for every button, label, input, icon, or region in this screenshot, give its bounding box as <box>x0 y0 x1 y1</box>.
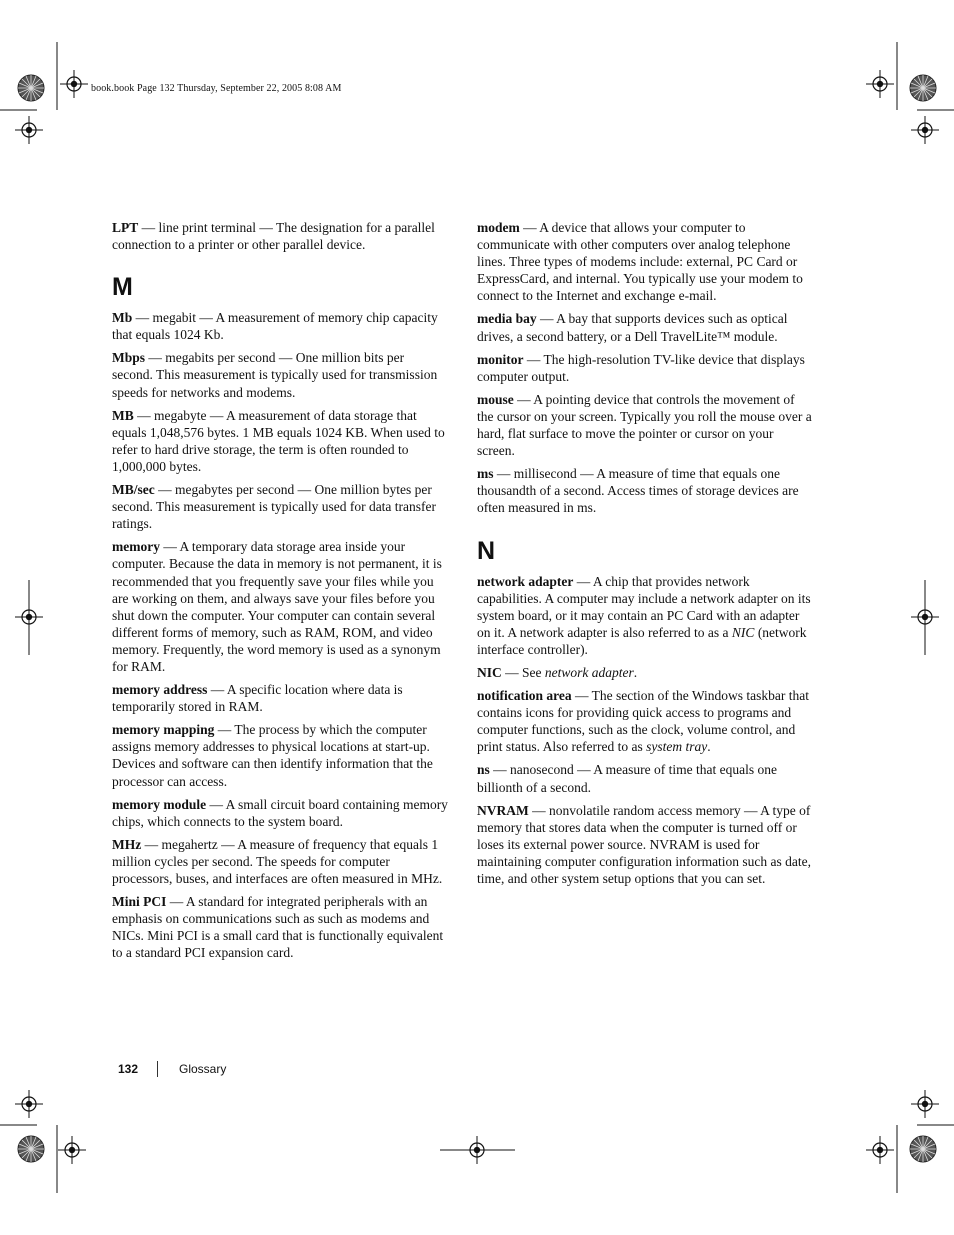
glossary-entry <box>477 351 813 385</box>
glossary-entry <box>477 219 813 304</box>
glossary-definition: — A small circuit board containing memory chips, which connects to the system board. <box>112 796 448 829</box>
glossary-definition: — A specific location where data is temporarily stored in RAM. <box>112 682 403 715</box>
glossary-entry <box>112 349 448 400</box>
glossary-definition-tail: . <box>633 664 638 680</box>
glossary-term: memory module <box>112 796 207 812</box>
glossary-term: Mini PCI <box>112 894 167 910</box>
glossary-term: LPT <box>112 220 139 235</box>
section-heading-n: N <box>477 536 496 565</box>
glossary-entry <box>112 538 448 675</box>
glossary-definition-tail: . <box>707 739 711 755</box>
glossary-definition: — The high-resolution TV-like device that displays computer output. <box>477 351 805 384</box>
glossary-entry <box>112 309 448 343</box>
glossary-italic-reference: network adapter <box>544 664 634 680</box>
glossary-definition: — A standard for integrated peripherals with an emphasis on communications such as such as modems and NICs. Mini PCI is a small card that is functionally equivalent to a standard PCI expansion card. <box>112 894 444 961</box>
glossary-definition: — The process by which the computer assigns memory addresses to physical locations at start-up. Devices and software can then identify information that the processor can access. <box>112 722 433 789</box>
glossary-entry <box>477 310 813 344</box>
glossary-definition: — megabits per second — One million bits per second. This measurement is typically used for transmission speeds for networks and modems. <box>112 350 438 400</box>
glossary-entry <box>477 802 813 887</box>
right-glossary-entries <box>477 573 813 888</box>
left-column <box>112 219 448 967</box>
glossary-entry <box>112 796 448 830</box>
glossary-term: NVRAM <box>477 802 529 818</box>
glossary-entry <box>112 893 448 961</box>
glossary-definition: — A bay that supports devices such as optical drives, a second battery, or a Dell TravelLite™ module. <box>477 311 788 344</box>
glossary-definition: — megabit — A measurement of memory chip capacity that equals 1024 Kb. <box>112 310 438 343</box>
glossary-entry <box>477 664 813 681</box>
glossary-entry <box>112 481 448 532</box>
glossary-entry <box>112 681 448 715</box>
glossary-italic-reference: NIC <box>731 624 755 640</box>
glossary-entry <box>477 465 813 516</box>
glossary-italic-reference: system tray <box>646 739 708 755</box>
glossary-term: memory address <box>112 682 208 698</box>
glossary-definition: — millisecond — A measure of time that equals one thousandth of a second. Access times of storage devices are often measured in ms. <box>477 466 799 516</box>
glossary-entry <box>112 407 448 475</box>
glossary-term: mouse <box>477 391 514 407</box>
glossary-entry <box>477 573 813 658</box>
glossary-entry <box>112 836 448 887</box>
glossary-definition: — nanosecond — A measure of time that equals one billionth of a second. <box>477 762 777 795</box>
left-glossary-entries <box>112 309 448 961</box>
glossary-term: network adapter <box>477 573 574 589</box>
footer-section-title: Glossary <box>179 1062 227 1076</box>
print-slug-line: book.book Page 132 Thursday, September 22, 2005 8:08 AM <box>91 83 342 94</box>
glossary-definition: — A pointing device that controls the movement of the cursor on your screen. Typically you roll the mouse over a hard, flat surface to move the pointer or cursor on your screen. <box>477 391 812 459</box>
glossary-definition: — See <box>501 664 545 680</box>
glossary-term: memory <box>112 539 160 555</box>
glossary-term: media bay <box>477 311 537 327</box>
glossary-definition: — line print terminal — The designation for a parallel connection to a printer or other parallel device. <box>112 220 435 253</box>
glossary-definition-tail: (network interface controller). <box>477 624 807 657</box>
glossary-definition: — A chip that provides network capabilities. A computer may include a network adapter on its system board, or it may contain an PC Card with an adapter on it. A network adapter is also referred to as a <box>477 573 811 640</box>
glossary-entry <box>477 391 813 459</box>
glossary-definition: — A temporary data storage area inside your computer. Because the data in memory is not permanent, it is recommended that you frequently save your files while you are working on them, and always save your files before you shut down the computer. Your computer can contain several different forms of memory, such as RAM, ROM, and video memory. Frequently, the word memory is used as a synonym for RAM. <box>112 539 442 674</box>
glossary-entry <box>112 721 448 789</box>
glossary-entry <box>112 219 448 253</box>
glossary-definition: — nonvolatile random access memory — A type of memory that stores data when the computer is turned off or loses its external power source. NVRAM is used for maintaining computer configuration information such as date, time, and other system setup options that you can set. <box>477 802 812 886</box>
right-column <box>477 219 813 893</box>
glossary-term: ms <box>477 466 494 482</box>
glossary-term: notification area <box>477 688 572 704</box>
glossary-term: MB/sec <box>112 482 155 498</box>
glossary-term: ns <box>477 762 490 778</box>
footer-divider <box>157 1061 158 1077</box>
glossary-term: NIC <box>477 664 502 680</box>
glossary-term: Mb <box>112 310 133 326</box>
glossary-definition: — megabytes per second — One million bytes per second. This measurement is typically used for data transfer ratings. <box>112 482 437 532</box>
glossary-definition: — megabyte — A measurement of data storage that equals 1,048,576 bytes. 1 MB equals 1024 KB. When used to refer to hard drive storage, the term is often rounded to 1,000,000 bytes. <box>112 407 445 474</box>
glossary-definition: — megahertz — A measure of frequency that equals 1 million cycles per second. The speeds for computer processors, buses, and interfaces are often measured in MHz. <box>112 836 443 886</box>
glossary-definition: — A device that allows your computer to communicate with other computers over analog telephone lines. Three types of modems include: external, PC Card or ExpressCard, and internal. You typically use your modem to connect to the Internet and exchange e-mail. <box>477 220 803 304</box>
left-top-entries <box>112 219 448 253</box>
glossary-term: Mbps <box>112 350 146 366</box>
right-top-entries <box>477 219 813 517</box>
section-heading-m: M <box>112 273 133 302</box>
glossary-definition: — The section of the Windows taskbar that contains icons for providing quick access to programs and computer functions, such as the clock, volume control, and print status. Also referred to as <box>477 688 810 755</box>
glossary-term: MHz <box>112 836 142 852</box>
page-number: 132 <box>118 1062 139 1076</box>
glossary-term: MB <box>112 407 134 423</box>
glossary-term: monitor <box>477 351 524 367</box>
glossary-entry <box>477 687 813 755</box>
glossary-term: memory mapping <box>112 722 215 738</box>
glossary-term: modem <box>477 220 520 235</box>
glossary-entry <box>477 761 813 795</box>
